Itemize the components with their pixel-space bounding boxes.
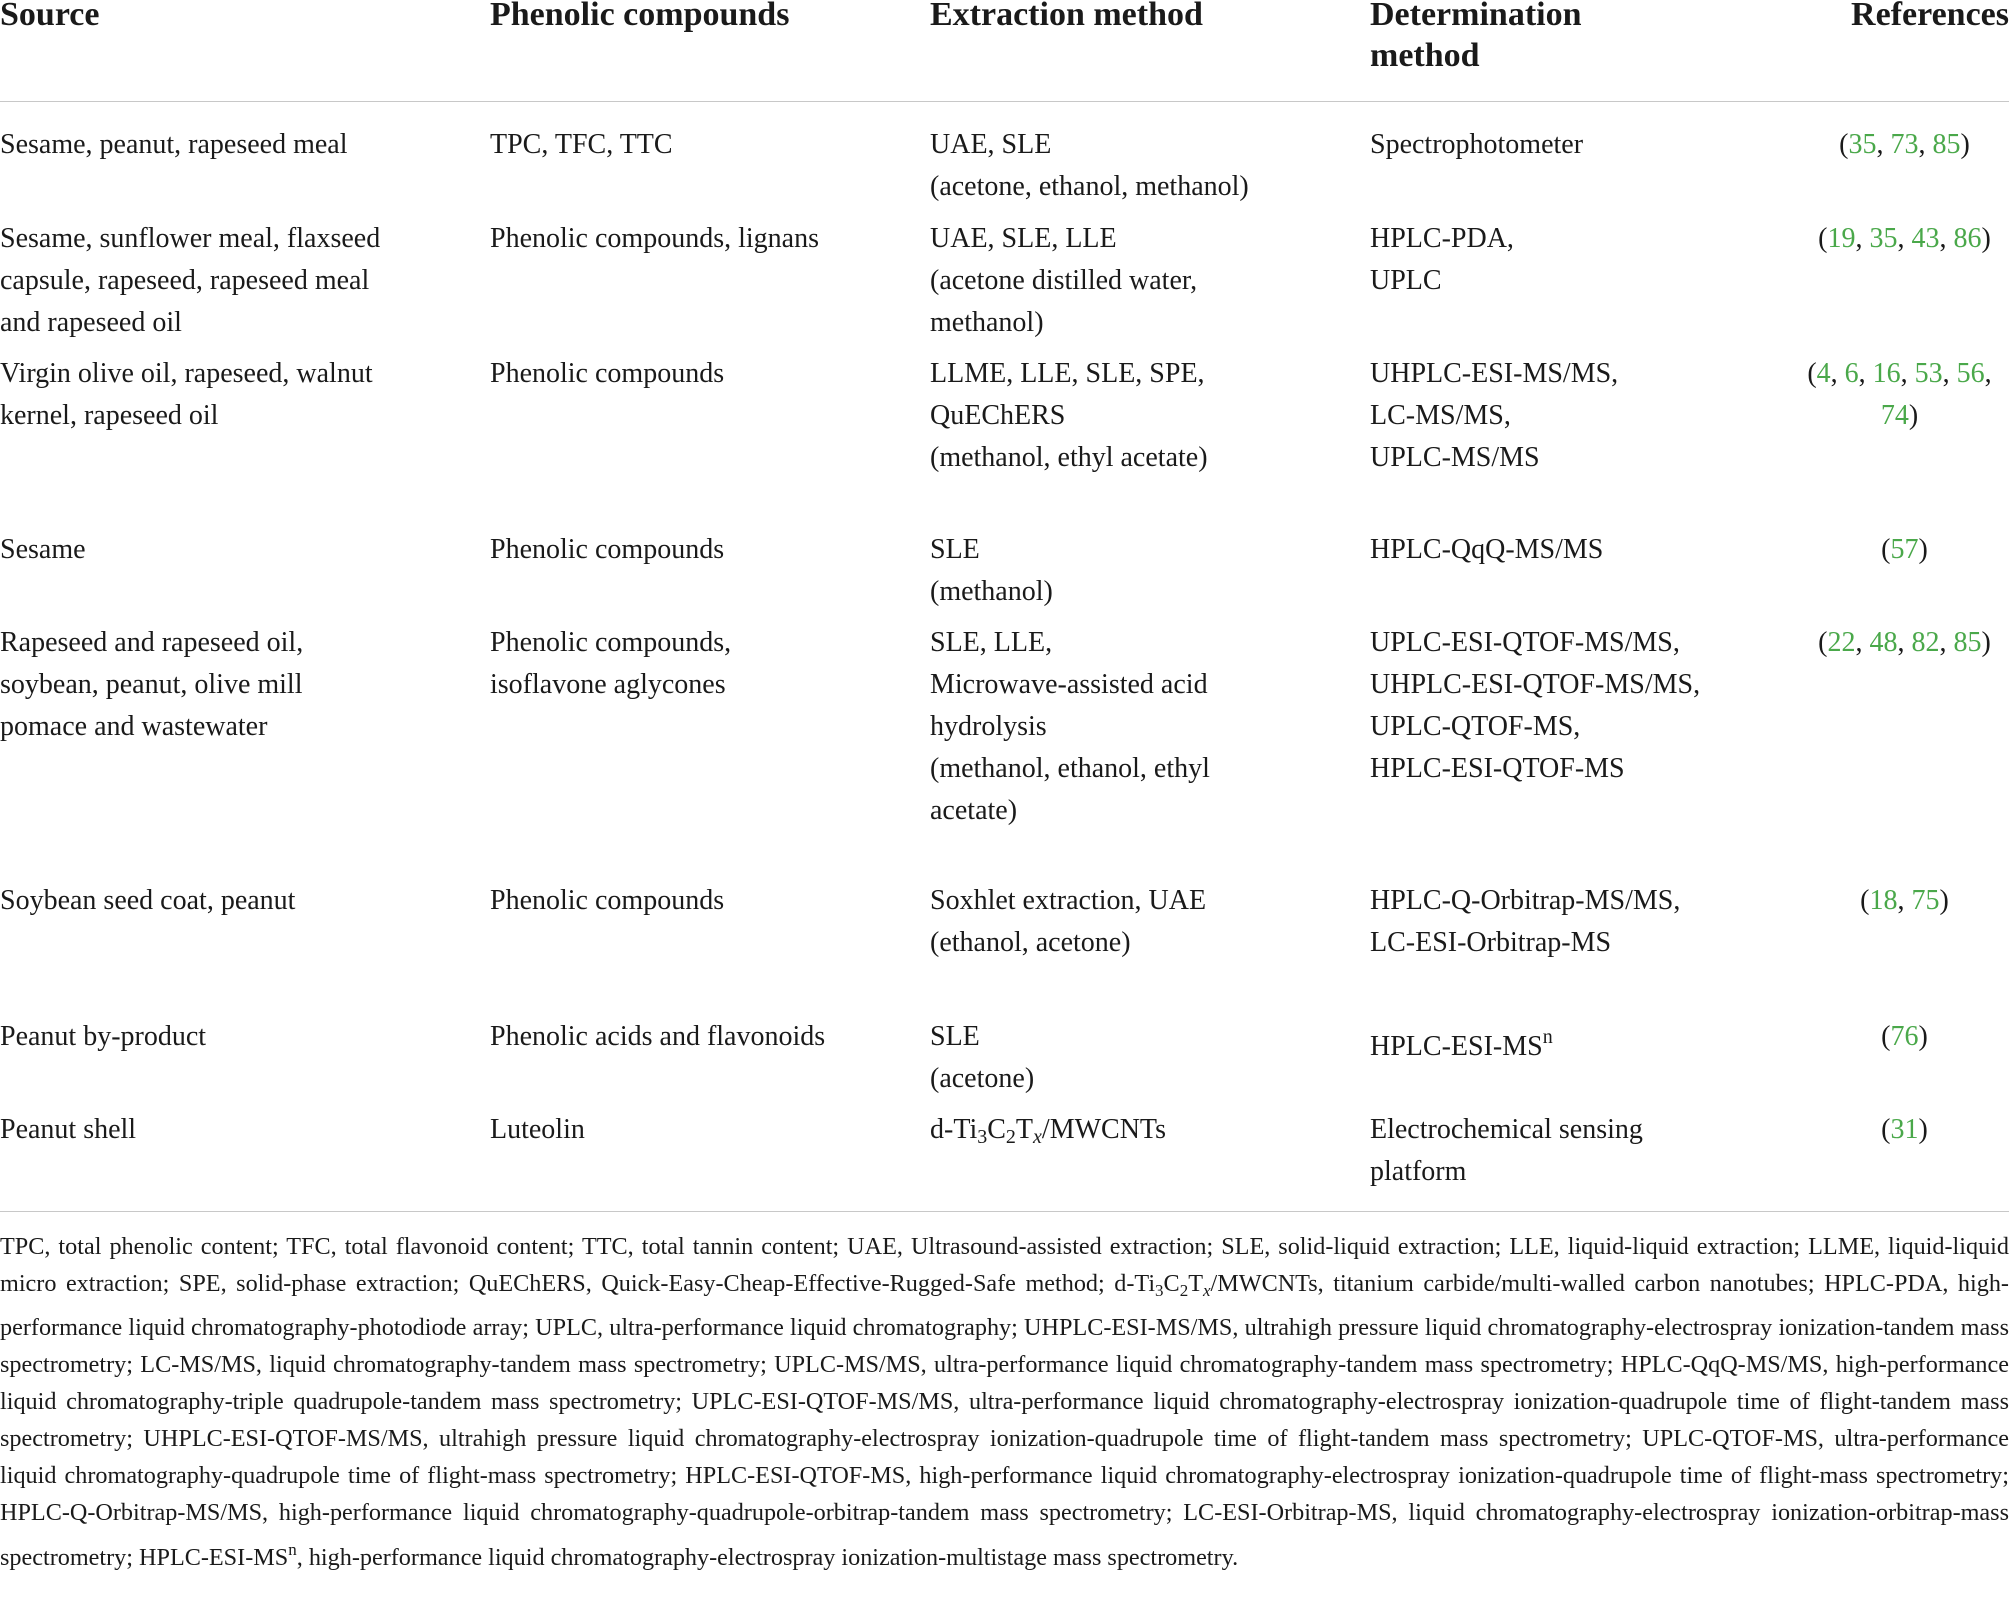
cell-extraction: Soxhlet extraction, UAE (ethanol, acetone) [930, 885, 1207, 958]
footnote-text: TPC, total phenolic content; TFC, total flavonoid content; TTC, total tannin content; UAE, Ultrasound-assisted extraction; SLE, solid-liquid extraction; LLE, liquid-liquid extraction; LLME, liquid-liquid micro extraction; SPE, solid-phase extraction; QuEChERS, Quick-Easy-Cheap-Effective-Rugged-Safe method; d-Ti [0, 1233, 2009, 1297]
reference-link[interactable]: 86 [1953, 223, 1982, 254]
reference-link[interactable]: 16 [1872, 358, 1901, 389]
cell-source: Soybean seed coat, peanut [0, 885, 296, 916]
cell-extraction: SLE (acetone) [930, 1021, 1035, 1094]
formula-part: /MWCNTs [1041, 1114, 1166, 1145]
cell-references: (22, 48, 82, 85) [1818, 627, 1991, 658]
footnote-subscript: 3 [1155, 1281, 1164, 1300]
reference-link[interactable]: 74 [1880, 400, 1909, 431]
cell-extraction: SLE (methanol) [930, 534, 1053, 607]
cell-phenolic: TPC, TFC, TTC [490, 129, 673, 160]
footnote-text: T [1188, 1270, 1203, 1297]
cell-source: Sesame [0, 534, 86, 565]
reference-link[interactable]: 22 [1827, 627, 1856, 658]
table-header [0, 0, 2009, 102]
formula-part: T [1015, 1114, 1034, 1145]
cell-determination: HPLC-PDA, UPLC [1370, 223, 1514, 296]
cell-determination: Spectrophotometer [1370, 129, 1584, 160]
reference-link[interactable]: 85 [1932, 129, 1961, 160]
header-references: References [1851, 0, 2009, 33]
cell-determination: UHPLC-ESI-MS/MS, LC-MS/MS, UPLC-MS/MS [1370, 358, 1619, 473]
cell-determination: HPLC-Q-Orbitrap-MS/MS, LC-ESI-Orbitrap-MS [1370, 885, 1681, 958]
reference-link[interactable]: 35 [1869, 223, 1898, 254]
formula-subscript: x [1033, 1126, 1042, 1148]
cell-source: Peanut shell [0, 1114, 137, 1145]
reference-link[interactable]: 57 [1890, 534, 1919, 565]
reference-link[interactable]: 56 [1956, 358, 1985, 389]
reference-link[interactable]: 18 [1869, 885, 1898, 916]
reference-link[interactable]: 31 [1890, 1114, 1919, 1145]
cell-source: Sesame, peanut, rapeseed meal [0, 129, 348, 160]
cell-references: (4, 6, 16, 53, 56, 74) [1807, 358, 1992, 431]
cell-extraction: UAE, SLE (acetone, ethanol, methanol) [930, 129, 1249, 202]
footnote-text: C [1163, 1270, 1180, 1297]
cell-phenolic: Phenolic compounds, isoflavone aglycones [490, 627, 732, 700]
superscript: n [1542, 1026, 1553, 1048]
cell-extraction: UAE, SLE, LLE (acetone distilled water, methanol) [930, 223, 1198, 338]
reference-link[interactable]: 19 [1827, 223, 1856, 254]
formula-part: d-Ti [930, 1114, 978, 1145]
cell-references: (31) [1881, 1114, 1928, 1145]
cell-references: (19, 35, 43, 86) [1818, 223, 1991, 254]
header-determination-method: Determination method [1370, 0, 1582, 74]
reference-link[interactable]: 82 [1911, 627, 1940, 658]
reference-link[interactable]: 75 [1911, 885, 1940, 916]
cell-source: Sesame, sunflower meal, flaxseed capsule, rapeseed, rapeseed meal and rapeseed oil [0, 223, 381, 338]
cell-phenolic: Phenolic compounds [490, 358, 725, 389]
cell-extraction: LLME, LLE, SLE, SPE, QuEChERS (methanol, ethyl acetate) [930, 358, 1208, 473]
cell-source: Rapeseed and rapeseed oil, soybean, peanut, olive mill pomace and wastewater [0, 627, 304, 742]
cell-determination: UPLC-ESI-QTOF-MS/MS, UHPLC-ESI-QTOF-MS/MS, UPLC-QTOF-MS, HPLC-ESI-QTOF-MS [1370, 627, 1701, 784]
reference-link[interactable]: 53 [1914, 358, 1943, 389]
cell-source: Virgin olive oil, rapeseed, walnut kernel, rapeseed oil [0, 358, 373, 431]
footnote-superscript: n [288, 1540, 297, 1559]
cell-determination: Electrochemical sensing platform [1370, 1114, 1643, 1187]
reference-link[interactable]: 4 [1816, 358, 1831, 389]
header-extraction-method: Extraction method [930, 0, 1203, 33]
cell-phenolic: Phenolic compounds [490, 885, 725, 916]
cell-references: (57) [1881, 534, 1928, 565]
footnote-subscript: 2 [1179, 1281, 1189, 1300]
cell-determination: HPLC-QqQ-MS/MS [1370, 534, 1604, 565]
header-phenolic-compounds: Phenolic compounds [490, 0, 790, 33]
cell-source: Peanut by-product [0, 1021, 207, 1052]
header-source: Source [0, 0, 100, 33]
reference-link[interactable]: 48 [1869, 627, 1898, 658]
footnote-text: , high-performance liquid chromatography-electrospray ionization-multistage mass spectrometry. [296, 1544, 1239, 1571]
cell-phenolic: Phenolic compounds, lignans [490, 223, 819, 254]
cell-phenolic: Phenolic compounds [490, 534, 725, 565]
footnote-subscript: x [1202, 1281, 1211, 1300]
cell-phenolic: Luteolin [490, 1114, 585, 1145]
reference-link[interactable]: 85 [1953, 627, 1982, 658]
footnote-text: /MWCNTs, titanium carbide/multi-walled carbon nanotubes; HPLC-PDA, high-performance liquid chromatography-photodiode array; UPLC, ultra-performance liquid chromatography; UHPLC-ESI-MS/MS, ultrahigh pressure liquid chromatography-electrospray ionization-tandem mass spectrometry; LC-MS/MS, liquid chromatography-tandem mass spectrometry; UPLC-MS/MS, ultra-performance liquid chromatography-tandem mass spectrometry; HPLC-QqQ-MS/MS, high-performance liquid chromatography-triple quadrupole-tandem mass spectrometry; UPLC-ESI-QTOF-MS/MS, ultra-performance liquid chromatography-electrospray ionization-quadrupole time of flight-tandem mass spectrometry; UHPLC-ESI-QTOF-MS/MS, ultrahigh pressure liquid chromatography-electrospray ionization-quadrupole time of flight-tandem mass spectrometry; UPLC-QTOF-MS, ultra-performance liquid chromatography-quadrupole time of flight-mass spectrometry; HPLC-ESI-QTOF-MS, high-performance liquid chromatography-electrospray ionization-quadrupole time of flight-mass spectrometry; HPLC-Q-Orbitrap-MS/MS, high-performance liquid chromatography-quadrupole-orbitrap-tandem mass spectrometry; LC-ESI-Orbitrap-MS, liquid chromatography-electrospray ionization-orbitrap-mass spectrometry; HPLC-ESI-MS [0, 1270, 2009, 1571]
reference-link[interactable]: 76 [1890, 1021, 1919, 1052]
cell-extraction [930, 1109, 1360, 1158]
cell-references: (18, 75) [1860, 885, 1949, 916]
formula-subscript: 2 [1005, 1126, 1016, 1148]
cell-extraction: SLE, LLE, Microwave-assisted acid hydrolysis (methanol, ethanol, ethyl acetate) [930, 627, 1210, 826]
reference-link[interactable]: 73 [1890, 129, 1919, 160]
cell-references: (35, 73, 85) [1839, 129, 1970, 160]
cell-determination [1370, 1016, 1850, 1068]
formula-subscript: 3 [977, 1126, 988, 1148]
cell-references: (76) [1881, 1021, 1928, 1052]
reference-link[interactable]: 6 [1844, 358, 1859, 389]
reference-link[interactable]: 35 [1848, 129, 1877, 160]
formula-part: C [987, 1114, 1006, 1145]
determination-text: HPLC-ESI-MS [1370, 1031, 1543, 1062]
table-footnote [0, 1228, 2009, 1576]
cell-phenolic: Phenolic acids and flavonoids [490, 1021, 826, 1052]
reference-link[interactable]: 43 [1911, 223, 1940, 254]
footnote-divider [0, 1211, 2009, 1212]
